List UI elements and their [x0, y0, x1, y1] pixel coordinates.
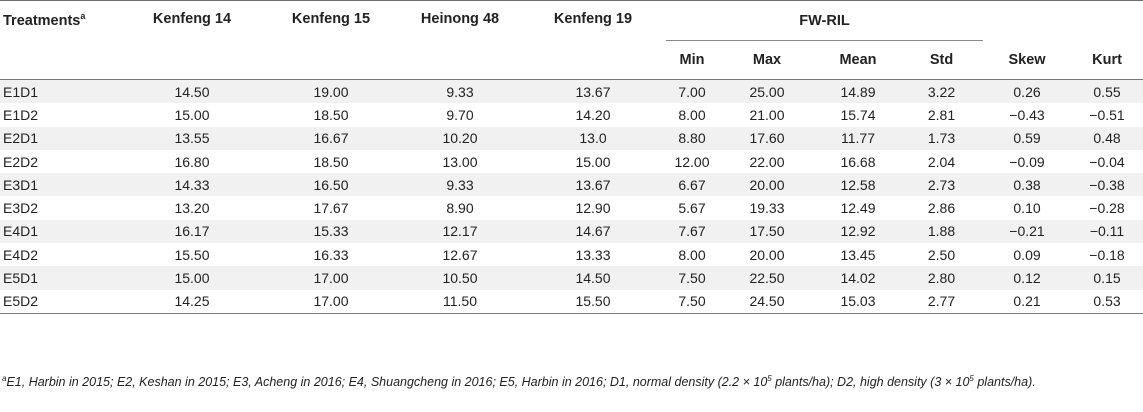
table-row: E5D2 14.25 17.00 11.50 15.50 7.50 24.50 15.03 2.77 0.21 0.53 [0, 290, 1143, 314]
header-max: Max [718, 41, 816, 80]
table-row: E4D1 16.17 15.33 12.17 14.67 7.67 17.50 12.92 1.88 −0.21 −0.11 [0, 220, 1143, 243]
header-kenfeng14: Kenfeng 14 [122, 1, 262, 80]
cell-treatment: E2D1 [0, 127, 122, 150]
header-treatments: Treatments$^a$ [0, 1, 122, 80]
table-row: E1D1 14.50 19.00 9.33 13.67 7.00 25.00 14.89 3.22 0.26 0.55 [0, 80, 1143, 104]
header-kurt: Kurt [1071, 41, 1143, 80]
header-kenfeng15: Kenfeng 15 [262, 1, 400, 80]
table-body [0, 80, 1143, 314]
table-row: E2D1 13.55 16.67 10.20 13.0 8.80 17.60 11.77 1.73 0.59 0.48 [0, 127, 1143, 150]
table-row: E4D2 15.50 16.33 12.67 13.33 8.00 20.00 13.45 2.50 0.09 −0.18 [0, 243, 1143, 266]
cell-treatment: E1D2 [3, 106, 39, 123]
table-row: E5D1 15.00 17.00 10.50 14.50 7.50 22.50 14.02 2.80 0.12 0.15 [0, 266, 1143, 289]
header-std: Std [900, 41, 983, 80]
header-heinong48: Heinong 48 [400, 1, 520, 80]
table-header [0, 1, 1143, 80]
table-row: E1D2 15.00 18.50 9.70 14.20 8.00 21.00 15.74 2.81 −0.43 −0.51 [0, 103, 1143, 126]
header-mean: Mean [816, 41, 900, 80]
cell-treatment: E5D1 [0, 266, 122, 289]
header-kenfeng19: Kenfeng 19 [520, 1, 666, 80]
cell-treatment: E3D2 [3, 200, 39, 217]
table-row: E3D2 13.20 17.67 8.90 12.90 5.67 19.33 12.49 2.86 0.10 −0.28 [0, 196, 1143, 219]
cell-treatment: E3D1 [0, 173, 122, 196]
cell-treatment: E5D2 [0, 290, 122, 314]
table-row: E2D2 16.80 18.50 13.00 15.00 12.00 22.00 16.68 2.04 −0.09 −0.04 [0, 150, 1143, 173]
footnote-marker: a [2, 374, 7, 383]
header-min: Min [666, 41, 718, 80]
header-skew: Skew [983, 41, 1071, 80]
table-row: E3D1 14.33 16.50 9.33 13.67 6.67 20.00 12.58 2.73 0.38 −0.38 [0, 173, 1143, 196]
cell-treatment: E4D1 [0, 220, 122, 243]
cell-treatment: E2D2 [3, 153, 39, 170]
cell-treatment: E4D2 [3, 246, 39, 263]
header-fw-ril-group: FW-RIL [666, 1, 983, 41]
cell-treatment: E1D1 [0, 80, 122, 104]
table-footnote: $^a$E1, Harbin in 2015; E2, Keshan in 2015; E3, Acheng in 2016; E4, Shuangcheng in 2016; E5, Harbin in 2016; D1, normal density ($2.2 \times 10^5$ plants/ha); D2, high density ($3 \times 10^5$ plants/ha). [2, 374, 1036, 390]
